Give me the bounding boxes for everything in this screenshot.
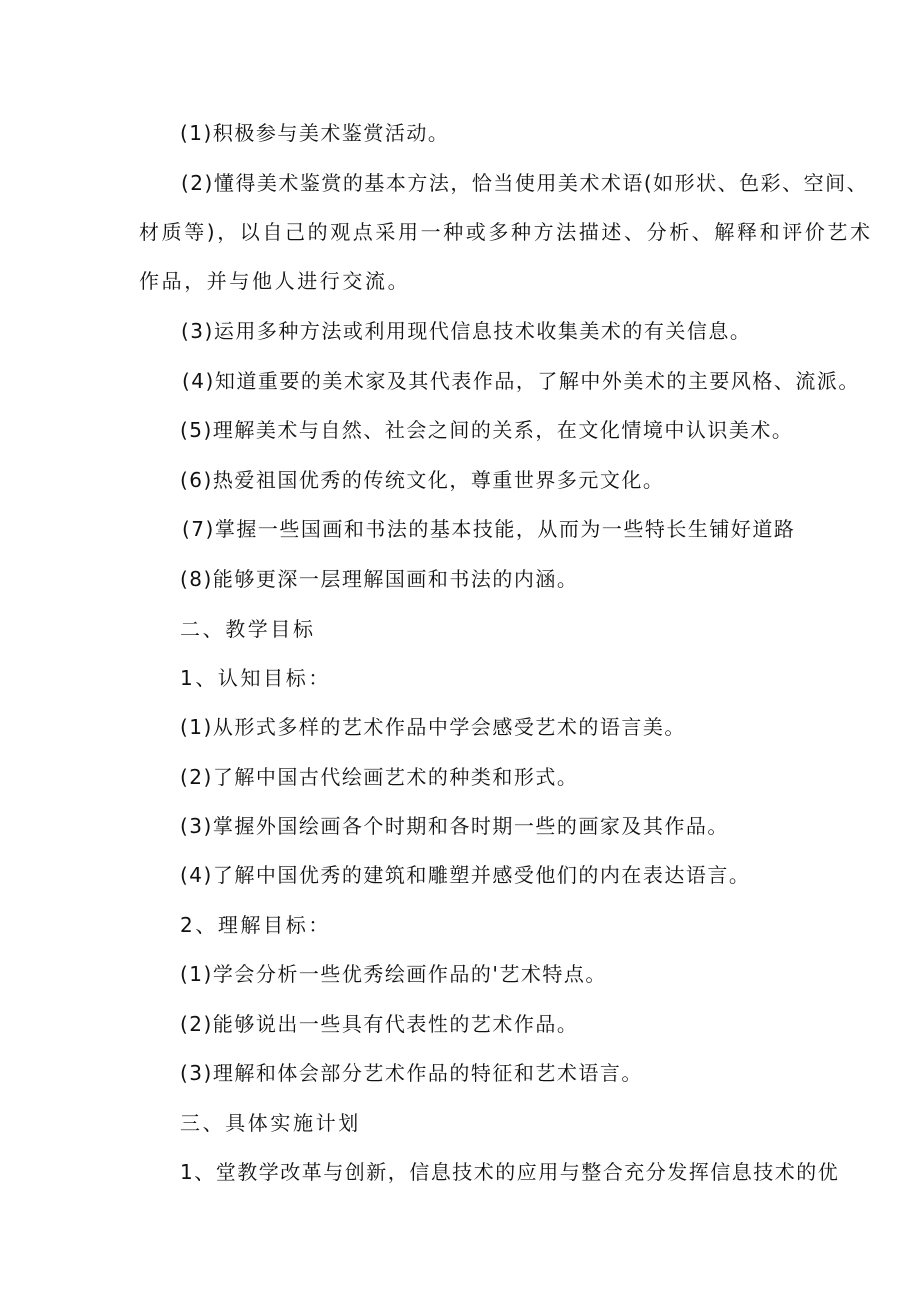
paragraph-line: 作品，并与他人进行交流。 bbox=[139, 269, 411, 293]
paragraph-line: (8)能够更深一层理解国画和书法的内涵。 bbox=[180, 567, 579, 591]
paragraph-line: (1)学会分析一些优秀绘画作品的'艺术特点。 bbox=[180, 962, 607, 986]
subsection-heading: 2、理解目标： bbox=[180, 913, 331, 937]
subsection-heading: 1、认知目标： bbox=[180, 666, 331, 690]
section-heading: 二、教学目标 bbox=[180, 617, 316, 641]
paragraph-line: 材质等)，以自己的观点采用一种或多种方法描述、分析、解释和评价艺术 bbox=[139, 220, 873, 244]
paragraph-line: (5)理解美术与自然、社会之间的关系，在文化情境中认识美术。 bbox=[180, 418, 794, 442]
paragraph-line: (4)知道重要的美术家及其代表作品，了解中外美术的主要风格、流派。 bbox=[182, 369, 860, 393]
paragraph-line: (2)了解中国古代绘画艺术的种类和形式。 bbox=[180, 765, 579, 789]
paragraph-line: (2)懂得美术鉴赏的基本方法，恰当使用美术术语(如形状、色彩、空间、 bbox=[181, 171, 869, 195]
paragraph-line: (6)热爱祖国优秀的传统文化，尊重世界多元文化。 bbox=[180, 468, 665, 492]
paragraph-line: (1)积极参与美术鉴赏活动。 bbox=[180, 121, 450, 145]
section-heading: 三、具体实施计划 bbox=[180, 1111, 361, 1135]
paragraph-line: (3)理解和体会部分艺术作品的特征和艺术语言。 bbox=[180, 1061, 643, 1085]
paragraph-line: (3)掌握外国绘画各个时期和各时期一些的画家及其作品。 bbox=[180, 814, 729, 838]
paragraph-line: (7)掌握一些国画和书法的基本技能，从而为一些特长生铺好道路 bbox=[182, 517, 796, 541]
paragraph-line: (2)能够说出一些具有代表性的艺术作品。 bbox=[180, 1012, 579, 1036]
paragraph-line: (4)了解中国优秀的建筑和雕塑并感受他们的内在表达语言。 bbox=[180, 863, 751, 887]
paragraph-line: (1)从形式多样的艺术作品中学会感受艺术的语言美。 bbox=[180, 715, 686, 739]
paragraph-line: 1、堂教学改革与创新，信息技术的应用与整合充分发挥信息技术的优 bbox=[180, 1160, 840, 1184]
paragraph-line: (3)运用多种方法或利用现代信息技术收集美术的有关信息。 bbox=[181, 319, 752, 343]
